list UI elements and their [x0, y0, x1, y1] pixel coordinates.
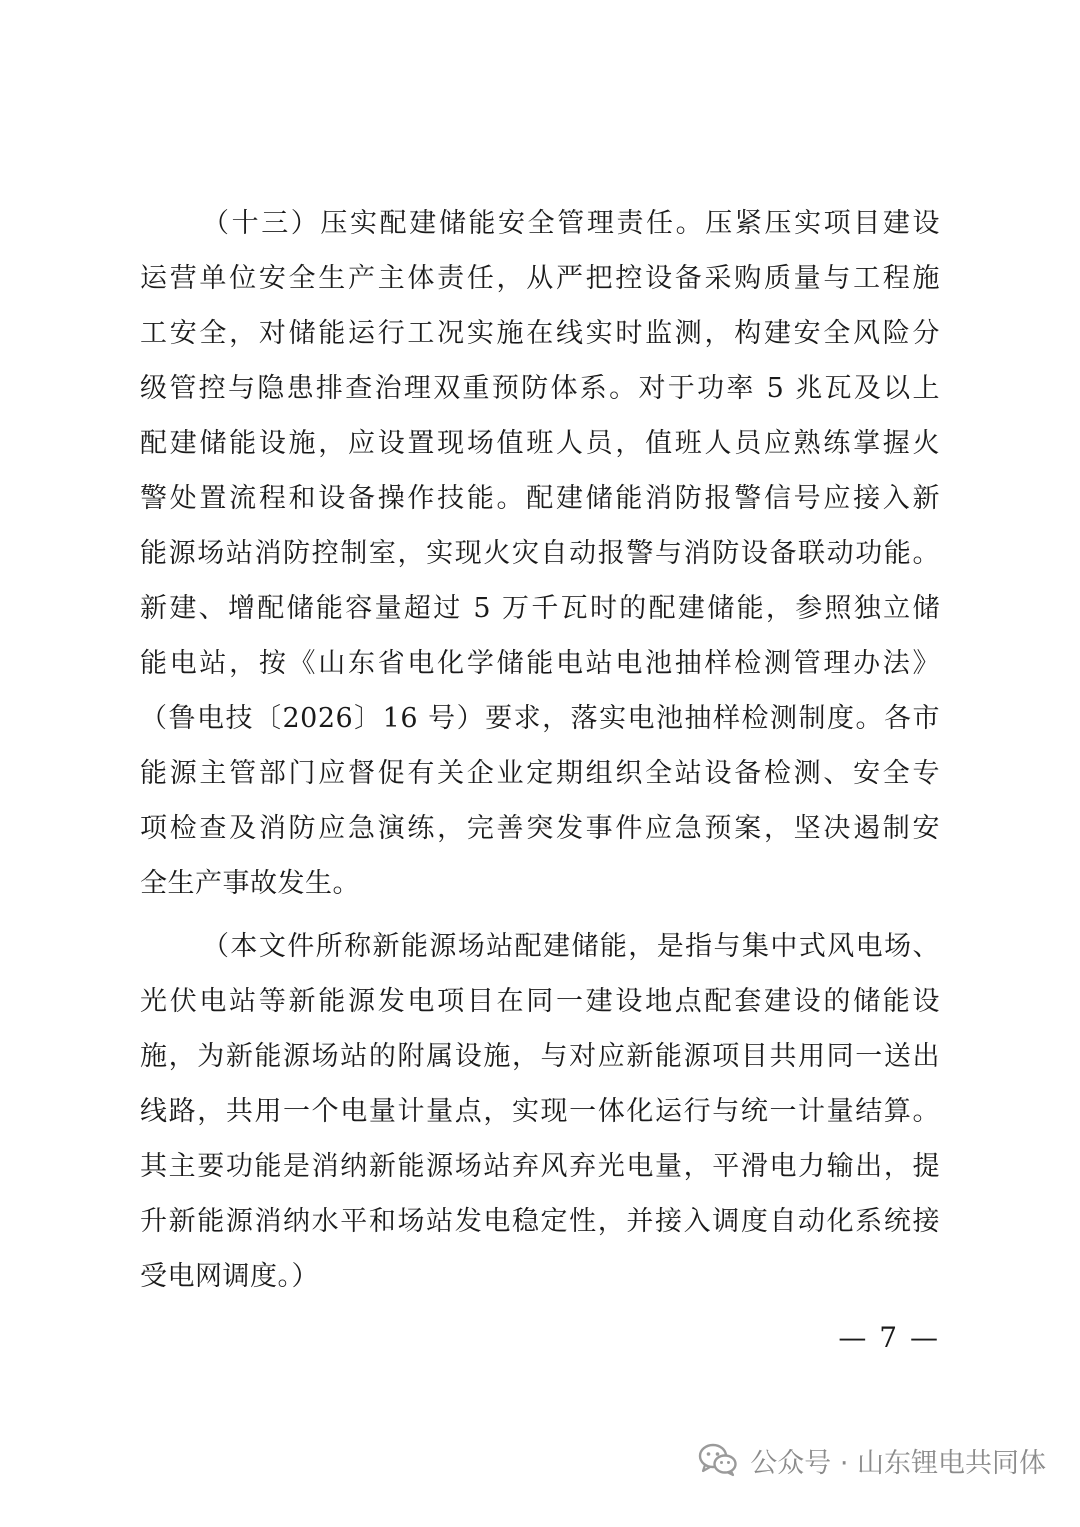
text-line: 能电站，按《山东省电化学储能电站电池抽样检测管理办法》 — [140, 648, 940, 679]
watermark — [698, 1440, 1046, 1480]
text-line: 施，为新能源场站的附属设施，与对应新能源项目共用同一送出 — [140, 1041, 940, 1072]
text-line: 配建储能设施，应设置现场值班人员，值班人员应熟练掌握火 — [140, 428, 940, 459]
wechat-icon — [698, 1443, 738, 1477]
text-line: 工安全，对储能运行工况实施在线实时监测，构建安全风险分 — [140, 318, 940, 349]
text-line: 级管控与隐患排查治理双重预防体系。对于功率 5 兆瓦及以上 — [140, 373, 940, 404]
text-line: 项检查及消防应急演练，完善突发事件应急预案，坚决遏制安 — [140, 813, 940, 844]
text-line: 能源场站消防控制室，实现火灾自动报警与消防设备联动功能。 — [140, 538, 940, 569]
text-line: 全生产事故发生。 — [140, 868, 360, 899]
paragraph — [140, 919, 940, 1304]
paragraph — [140, 196, 940, 911]
text-line: （十三）压实配建储能安全管理责任。压紧压实项目建设 — [202, 208, 940, 239]
page-number: — 7 — — [838, 1321, 940, 1354]
text-line: 其主要功能是消纳新能源场站弃风弃光电量，平滑电力输出，提 — [140, 1151, 940, 1182]
document-body — [140, 196, 940, 1304]
text-line: 受电网调度。） — [140, 1261, 319, 1292]
text-line: （鲁电技〔2026〕16 号）要求，落实电池抽样检测制度。各市 — [140, 703, 940, 734]
watermark-text: 公众号 · 山东锂电共同体 — [750, 1447, 1046, 1479]
text-line: 光伏电站等新能源发电项目在同一建设地点配套建设的储能设 — [140, 986, 940, 1017]
text-line: （本文件所称新能源场站配建储能，是指与集中式风电场、 — [202, 931, 940, 962]
text-line: 新建、增配储能容量超过 5 万千瓦时的配建储能，参照独立储 — [140, 593, 940, 624]
text-line: 能源主管部门应督促有关企业定期组织全站设备检测、安全专 — [140, 758, 940, 789]
text-line: 警处置流程和设备操作技能。配建储能消防报警信号应接入新 — [140, 483, 940, 514]
text-line: 线路，共用一个电量计量点，实现一体化运行与统一计量结算。 — [140, 1096, 940, 1127]
text-line: 升新能源消纳水平和场站发电稳定性，并接入调度自动化系统接 — [140, 1206, 940, 1237]
text-line: 运营单位安全生产主体责任，从严把控设备采购质量与工程施 — [140, 263, 940, 294]
